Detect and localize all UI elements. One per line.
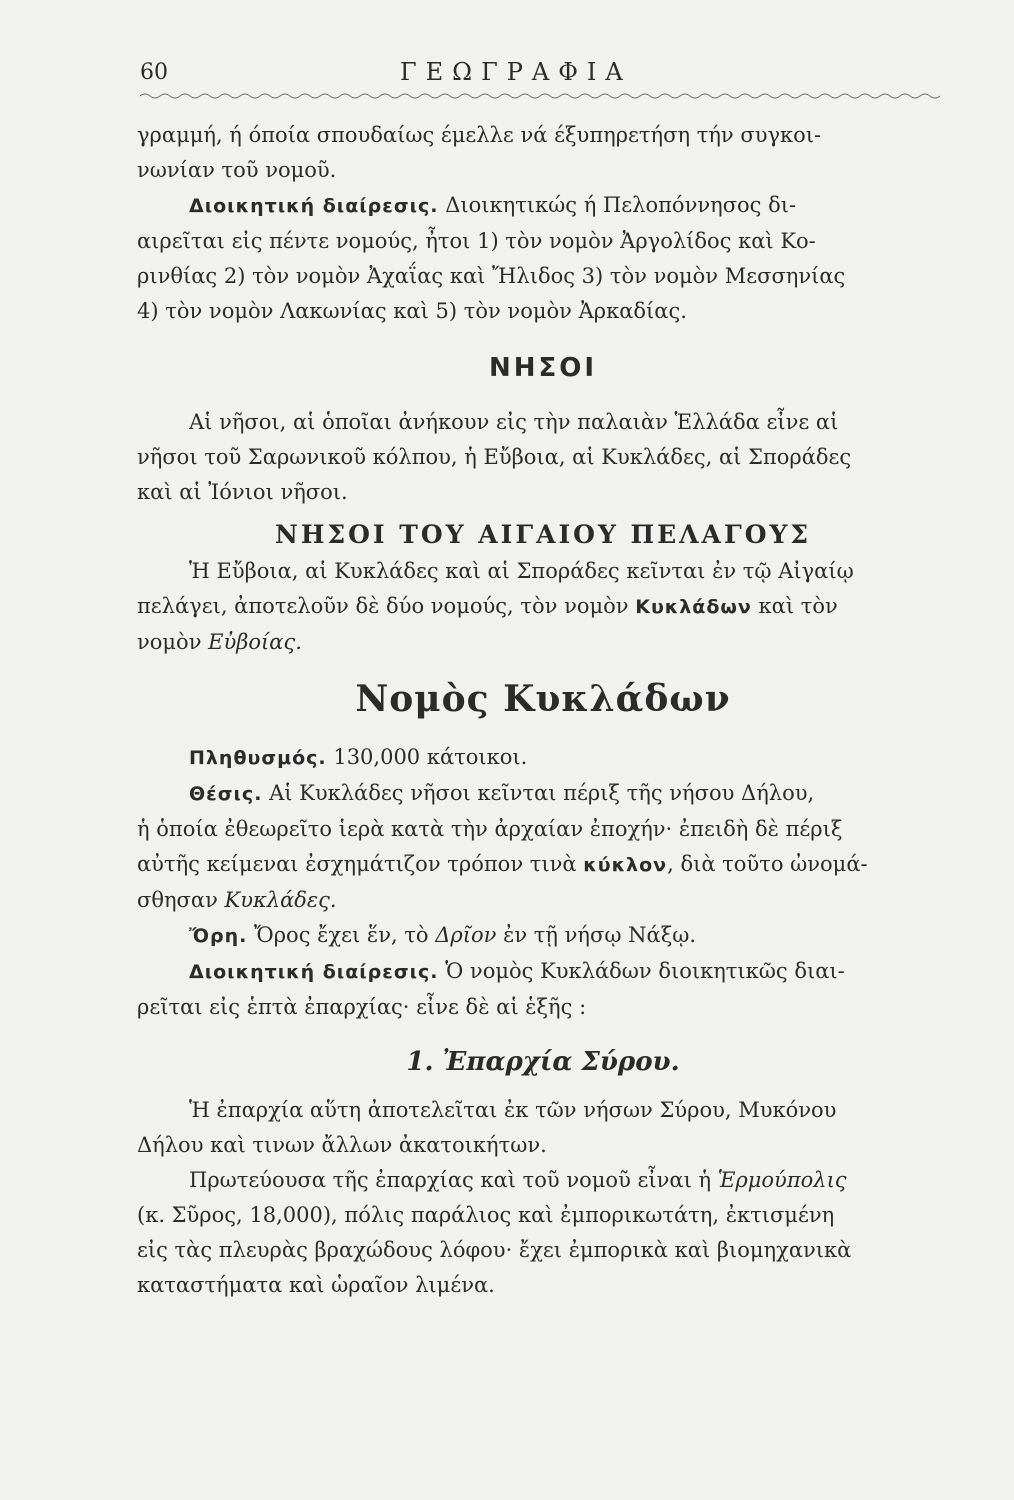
text-span: ἐν τῇ νήσῳ Νάξῳ. — [496, 923, 697, 947]
header-wavy-rule — [140, 92, 940, 100]
text-line — [137, 188, 949, 224]
text-span: Πρωτεύουσα τῆς ἐπαρχίας καὶ τοῦ νομοῦ εἶναι ἡ — [189, 1168, 718, 1192]
paragraph-position — [137, 776, 949, 918]
italic-term: Ἑρμούπολις — [717, 1168, 847, 1192]
section-label: Διοικητική διαίρεσις. — [189, 961, 439, 983]
paragraph-cyclades-division — [137, 954, 949, 1025]
text-span: Ὄρος ἔχει ἕν, τὸ — [247, 923, 436, 947]
italic-term: Κυκλάδες. — [224, 888, 337, 912]
text-span: πελάγει, ἀποτελοῦν δὲ δύο νομούς, τὸν νομὸν — [137, 594, 636, 618]
paragraph-population — [137, 740, 949, 776]
running-title: ΓΕΩΓΡΑΦΙΑ — [400, 58, 632, 86]
paragraph-administrative-division — [137, 188, 949, 329]
text-line — [137, 589, 949, 625]
text-line — [137, 883, 949, 918]
text-line: αιρεῖται εἰς πέντε νομούς, ἦτοι 1) τὸν νομὸν Ἀργολίδος καὶ Κο- — [137, 229, 816, 253]
text-line: Ἡ ἐπαρχία αὕτη ἀποτελεῖται ἐκ τῶν νήσων Σύρου, Μυκόνου — [189, 1098, 837, 1122]
heading-islands: ΝΗΣΟΙ — [488, 353, 598, 383]
paragraph-mountains — [137, 918, 949, 954]
paragraph-aegean — [137, 554, 949, 660]
page-number: 60 — [140, 60, 168, 85]
text-line — [137, 847, 949, 883]
text-line: 4) τὸν νομὸν Λακωνίας καὶ 5) τὸν νομὸν Ἀρκαδίας. — [137, 299, 687, 323]
text-line — [137, 625, 949, 660]
italic-term: Εὐβοίας. — [208, 630, 302, 654]
text-span: καὶ τὸν — [751, 594, 838, 618]
text-line: νωνίαν τοῦ νομοῦ. — [137, 158, 337, 182]
page-header — [140, 50, 940, 90]
text-line: Αἱ νῆσοι, αἱ ὁποῖαι ἀνήκουν εἰς τὴν παλαιὰν Ἑλλάδα εἶνε αἱ — [189, 410, 839, 434]
text-span: Αἱ Κυκλάδες νῆσοι κεῖνται πέριξ τῆς νήσου Δήλου, — [262, 781, 815, 805]
text-line: ρινθίας 2) τὸν νομὸν Ἀχαΐας καὶ Ἤλιδος 3) τὸν νομὸν Μεσσηνίας — [137, 264, 846, 288]
text-line — [137, 776, 949, 812]
text-line — [137, 1163, 949, 1198]
text-line: εἰς τὰς πλευρὰς βραχώδους λόφου· ἔχει ἐμπορικὰ καὶ βιομηχανικὰ — [137, 1238, 852, 1262]
text-line: καὶ αἱ Ἰόνιοι νῆσοι. — [137, 480, 348, 504]
text-span: αὐτῆς κείμεναι ἐσχημάτιζον τρόπον τινὰ — [137, 852, 584, 876]
section-label: Ὄρη. — [189, 925, 248, 947]
text-line: νῆσοι τοῦ Σαρωνικοῦ κόλπου, ἡ Εὔβοια, αἱ Κυκλάδες, αἱ Σποράδες — [137, 445, 852, 469]
text-span: σθησαν — [137, 888, 225, 912]
section-label: Θέσις. — [189, 783, 263, 805]
text-line: καταστήματα καὶ ὡραῖον λιμένα. — [137, 1273, 495, 1297]
body-text — [137, 118, 949, 1303]
section-label: Διοικητική διαίρεσις. — [189, 195, 439, 217]
text-span: Διοικητικώς ή Πελοπόννησος δι- — [438, 193, 797, 217]
paragraph-railway — [137, 118, 949, 188]
paragraph-syros-composition — [137, 1093, 949, 1163]
paragraph-islands — [137, 405, 949, 510]
italic-term: Δρῖον — [435, 923, 497, 947]
text-line: Ἡ Εὔβοια, αἱ Κυκλάδες καὶ αἱ Σποράδες κεῖνται ἐν τῷ Αἰγαίῳ — [189, 559, 854, 583]
heading-cyclades-prefecture: Νομὸς Κυκλάδων — [355, 678, 731, 720]
text-line — [137, 954, 949, 990]
section-label: Πληθυσμός. — [189, 747, 327, 769]
heading-aegean-islands: ΝΗΣΟΙ ΤΟΥ ΑΙΓΑΙΟΥ ΠΕΛΑΓΟΥΣ — [274, 520, 812, 549]
text-line: Δήλου καὶ τινων ἄλλων ἀκατοικήτων. — [137, 1133, 547, 1157]
text-line: (κ. Σῦρος, 18,000), πόλις παράλιος καὶ ἐμπορικωτάτη, ἐκτισμένη — [137, 1203, 835, 1227]
text-span: 130,000 κάτοικοι. — [326, 745, 528, 769]
text-span: Ὁ νομὸς Κυκλάδων διοικητικῶς διαι- — [438, 959, 845, 983]
text-span: , διὰ τοῦτο ὠνομά- — [667, 852, 868, 876]
bold-term: κύκλον — [583, 854, 668, 876]
text-span: νομὸν — [137, 630, 209, 654]
bold-term: Κυκλάδων — [635, 596, 752, 618]
text-line: ἡ ὁποία ἐθεωρεῖτο ἱερὰ κατὰ τὴν ἀρχαίαν ἐποχήν· ἐπειδὴ δὲ πέριξ — [137, 817, 843, 841]
paragraph-syros-capital — [137, 1163, 949, 1303]
text-line: γραμμή, ή όποία σπουδαίως έμελλε νά έξυπηρετήση τήν συγκοι- — [137, 123, 822, 147]
text-line: ρεῖται εἰς ἑπτὰ ἐπαρχίας· εἶνε δὲ αἱ ἑξῆς : — [137, 995, 587, 1019]
heading-syros-province: 1. Ἐπαρχία Σύρου. — [406, 1047, 680, 1077]
